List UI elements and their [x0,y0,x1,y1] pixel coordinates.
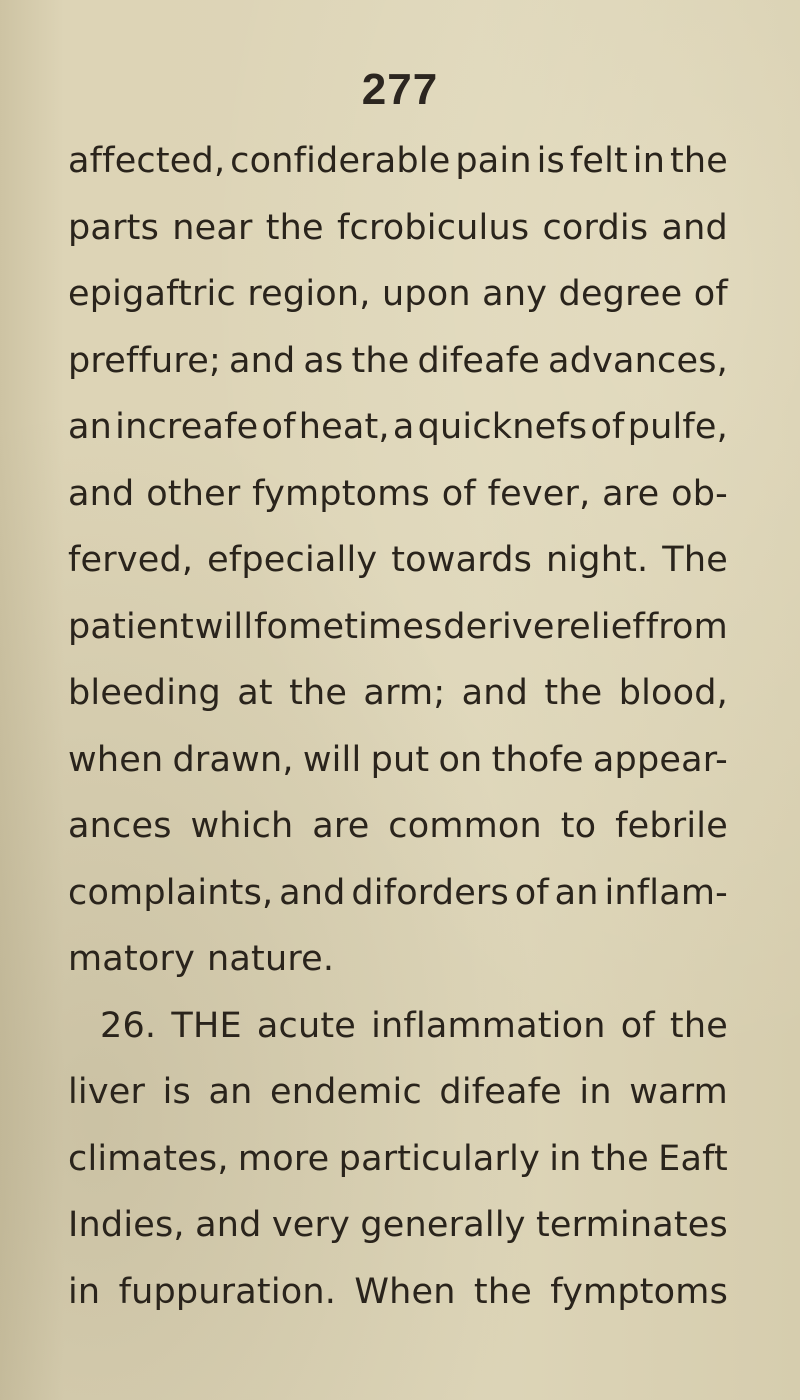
word: the [669,141,728,181]
text-line [68,394,728,461]
word: matory [68,939,195,979]
word: ances [68,806,172,846]
word: nature. [206,939,335,979]
word: and [461,673,529,713]
word: affected, [68,141,226,181]
word: are [312,806,370,846]
text-line-paragraph-end [68,926,728,993]
body-text [68,128,728,1325]
word: very [271,1205,351,1245]
word: quicknefs [417,407,588,447]
word: at [237,673,273,713]
word: epigaftric [68,274,236,314]
text-line [68,128,728,195]
word: is [162,1072,191,1112]
text-line [68,727,728,794]
word: will [194,606,254,647]
word: fuppuration. [118,1271,337,1312]
text-line [68,860,728,927]
word: as [303,340,344,381]
word: derive [443,606,555,647]
word: any [482,274,548,314]
word: the [289,673,348,713]
word: more [237,1138,330,1179]
word: thofe [491,739,584,780]
word: degree [558,274,683,314]
word: arm; [363,673,446,713]
word: fymptoms [550,1271,728,1312]
word: the [590,1138,649,1179]
word: an [208,1072,253,1112]
word: the [544,673,603,713]
word: and [195,1205,262,1245]
word: climates, [68,1138,229,1179]
text-line [68,660,728,727]
word: difeafe [417,340,541,381]
word: and [68,473,135,514]
word: which [190,806,294,846]
word: ferved, [68,540,194,580]
word: on [438,739,483,780]
text-line [68,1126,728,1193]
word: increafe [115,407,259,447]
word: When [354,1271,456,1312]
word: diforders [351,872,509,913]
word: fcrobiculus [336,207,530,248]
text-line [68,1192,728,1259]
word: in [549,1138,582,1179]
word: blood, [618,673,728,713]
word: in [68,1271,101,1312]
word: common [388,806,542,846]
word: liver [68,1072,146,1112]
word: heat, [298,407,390,447]
word: acute [256,1005,357,1046]
text-line [68,461,728,528]
text-line [68,1059,728,1126]
word: the [669,1005,728,1046]
word: generally [360,1205,526,1245]
word: a [392,407,415,447]
word: night. [545,540,649,580]
word: Eaft [658,1138,728,1179]
word: felt [569,141,628,181]
word: parts [68,207,160,248]
word: of [693,274,728,314]
word: inflam- [604,872,728,913]
word: advances, [548,340,728,381]
word: near [172,207,253,248]
text-line [68,594,728,661]
word: relief [555,606,645,647]
word: confiderable [230,141,451,181]
word: of [590,407,625,447]
text-line [68,328,728,395]
word: of [261,407,296,447]
word: terminates [536,1205,728,1245]
word: preffure; [68,340,221,381]
page-number: 277 [361,65,439,114]
word: inflammation [371,1005,606,1046]
word: towards [391,540,533,580]
word: fymptoms [252,473,430,514]
word: of [441,473,476,514]
word: other [146,473,241,514]
text-line [68,195,728,262]
word: Indies, [68,1205,185,1245]
text-line [68,793,728,860]
text-line [68,527,728,594]
word: fever, [487,473,591,514]
word: warm [629,1072,728,1112]
word: drawn, [172,739,294,780]
word: pulfe, [627,407,728,447]
word: febrile [615,806,728,846]
word: fometimes [254,606,443,647]
word: when [68,739,164,780]
word: and [228,340,296,381]
word: in [632,141,666,181]
word: the [265,207,324,248]
text-line-section-start [68,993,728,1060]
word: ob- [671,473,728,514]
word: of [514,872,549,913]
word: the [351,340,410,381]
word: appear- [592,739,728,780]
word: endemic [269,1072,422,1112]
word: pain [455,141,532,181]
word: to [560,806,597,846]
word: are [602,473,660,514]
word: complaints, [68,872,274,913]
word: difeafe [439,1072,562,1112]
text-line [68,1259,728,1326]
word: is [536,141,565,181]
text-line [68,261,728,328]
word: and [661,207,728,248]
word: cordis [542,207,649,248]
word: an [554,872,599,913]
word: from [645,606,728,647]
word: put [370,739,430,780]
word: patient [68,606,194,647]
word: will [302,739,362,780]
word: in [579,1072,612,1112]
word: upon [381,274,471,314]
word: 26. [100,1005,157,1046]
word: THE [171,1005,242,1046]
word: The [662,540,728,580]
word: bleeding [68,673,221,713]
word: particularly [338,1138,540,1179]
word: of [620,1005,655,1046]
word: region, [247,274,371,314]
word: efpecially [207,540,378,580]
word: the [473,1271,532,1312]
word: an [68,407,113,447]
word: and [279,872,346,913]
